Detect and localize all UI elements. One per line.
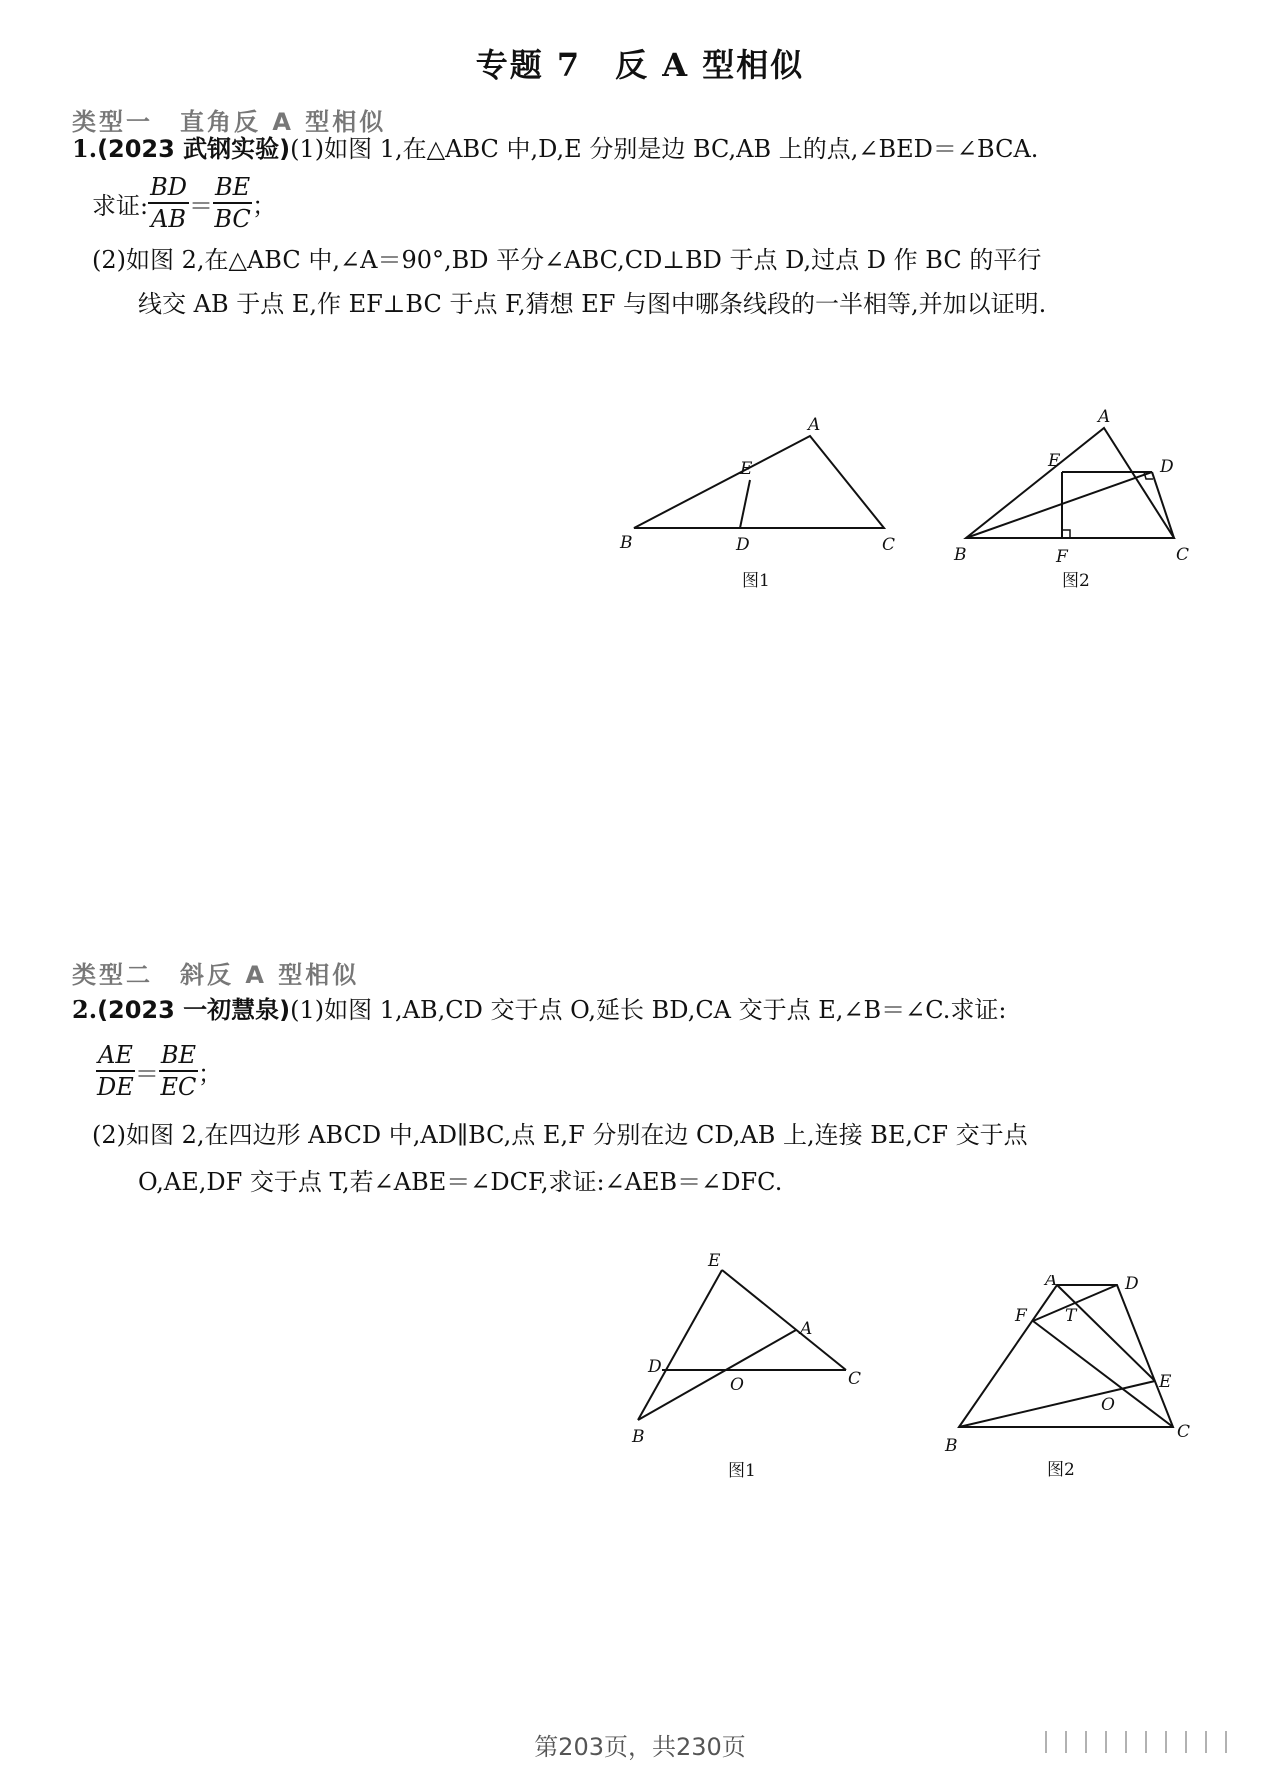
figure1-caption: 图1 <box>742 571 770 591</box>
problem1-figure1 <box>610 400 910 600</box>
label-d: D <box>1125 1275 1139 1294</box>
problem1-part2-line1: (2)如图 2,在△ABC 中,∠A＝90°,BD 平分∠ABC,CD⊥BD 于点 D,过点 D 作 BC 的平行 <box>92 246 1042 274</box>
label-o: O <box>1101 1395 1115 1415</box>
segment-ec <box>722 1270 846 1370</box>
problem1-proof-statement <box>92 172 276 234</box>
prove-label: 求证: <box>92 191 149 220</box>
label-a: A <box>1098 407 1111 427</box>
semicolon: ； <box>198 1059 223 1088</box>
problem2-proof-statement <box>96 1040 222 1102</box>
label-d: D <box>736 535 750 555</box>
semicolon: ； <box>252 191 277 220</box>
label-b: B <box>945 1436 958 1455</box>
fraction-denominator: BC <box>214 205 251 233</box>
problem2-part2-line1: (2)如图 2,在四边形 ABCD 中,AD∥BC,点 E,F 分别在边 CD,AB 上,连接 BE,CF 交于点 <box>92 1121 1028 1149</box>
label-a: A <box>800 1319 813 1339</box>
problem2-part1-text: (1)如图 1,AB,CD 交于点 O,延长 BD,CA 交于点 E,∠B＝∠C.求证: <box>290 996 1007 1024</box>
fraction-denominator: AB <box>151 205 187 233</box>
fraction-numerator: BE <box>213 172 252 204</box>
segment-bd <box>966 472 1152 538</box>
problem2-line1 <box>72 993 1007 1027</box>
label-c: C <box>1177 1422 1191 1442</box>
fraction-bd-ab <box>148 172 189 234</box>
problem1-line1 <box>72 132 1038 166</box>
segment-cd <box>1152 472 1174 538</box>
problem2-source: (2023 一初慧泉) <box>97 996 291 1024</box>
fraction-numerator: AE <box>96 1040 135 1072</box>
label-t: T <box>1065 1306 1077 1326</box>
fraction-numerator: BE <box>159 1040 198 1072</box>
page-strip-icon <box>1040 1727 1240 1757</box>
label-c: C <box>1176 545 1190 565</box>
label-b: B <box>954 545 967 565</box>
label-e: E <box>1048 451 1061 471</box>
label-c: C <box>848 1369 862 1389</box>
page-footer <box>0 1717 1280 1769</box>
problem2-part2-line2: O,AE,DF 交于点 T,若∠ABE＝∠DCF,求证:∠AEB＝∠DFC. <box>138 1168 783 1196</box>
label-d: D <box>1160 457 1174 477</box>
label-o: O <box>730 1375 744 1395</box>
fraction-be-bc <box>213 172 252 234</box>
label-e: E <box>1159 1372 1172 1392</box>
label-d: D <box>648 1357 662 1377</box>
triangle-abc <box>966 428 1174 538</box>
crossing-triangles-diagram <box>620 1250 890 1450</box>
label-f: F <box>1056 547 1068 567</box>
label-e: E <box>740 459 753 479</box>
page-title: 专题 7 反 A 型相似 <box>475 46 805 84</box>
label-c: C <box>882 535 896 555</box>
problem2-number: 2. <box>72 995 98 1024</box>
right-angle-mark-f <box>1062 530 1070 538</box>
problem1-source: (2023 武钢实验) <box>97 135 291 163</box>
equals-sign: ＝ <box>188 191 213 220</box>
page-indicator: 第203页，共230页 <box>534 1733 746 1761</box>
segment-ae <box>1057 1285 1155 1381</box>
segment-eb <box>638 1270 722 1420</box>
fraction-be-ec <box>159 1040 198 1102</box>
section-heading-type2: 类型二 斜反 A 型相似 <box>72 961 360 989</box>
label-a: A <box>808 415 821 435</box>
problem1-number: 1. <box>72 134 98 163</box>
equals-sign: ＝ <box>134 1059 159 1088</box>
label-a: A <box>1045 1275 1058 1290</box>
problem2-figure2 <box>935 1275 1225 1480</box>
figure2-caption: 图2 <box>1047 1460 1075 1480</box>
problem1-figure2 <box>952 400 1212 600</box>
segment-be <box>959 1381 1155 1427</box>
segment-ba <box>638 1330 796 1420</box>
figure2-caption: 图2 <box>1062 571 1090 591</box>
fraction-numerator: BD <box>148 172 189 204</box>
label-f: F <box>1015 1306 1027 1326</box>
segment-ed <box>740 480 750 528</box>
problem2-figure1 <box>620 1250 890 1480</box>
label-b: B <box>620 533 633 553</box>
fraction-ae-de <box>96 1040 135 1102</box>
fraction-denominator: DE <box>97 1073 134 1101</box>
figure1-caption: 图1 <box>728 1461 756 1481</box>
problem1-part2-line2: 线交 AB 于点 E,作 EF⊥BC 于点 F,猜想 EF 与图中哪条线段的一半相等,并加以证明. <box>138 290 1047 318</box>
problem1-part1-text: (1)如图 1,在△ABC 中,D,E 分别是边 BC,AB 上的点,∠BED＝∠BCA. <box>290 135 1039 163</box>
label-b: B <box>632 1427 645 1447</box>
triangle-abc <box>634 436 884 528</box>
label-e: E <box>708 1251 721 1271</box>
fraction-denominator: EC <box>160 1073 197 1101</box>
section-heading-type1: 类型一 直角反 A 型相似 <box>72 108 387 136</box>
trapezoid-abcd-diagram <box>935 1275 1225 1455</box>
